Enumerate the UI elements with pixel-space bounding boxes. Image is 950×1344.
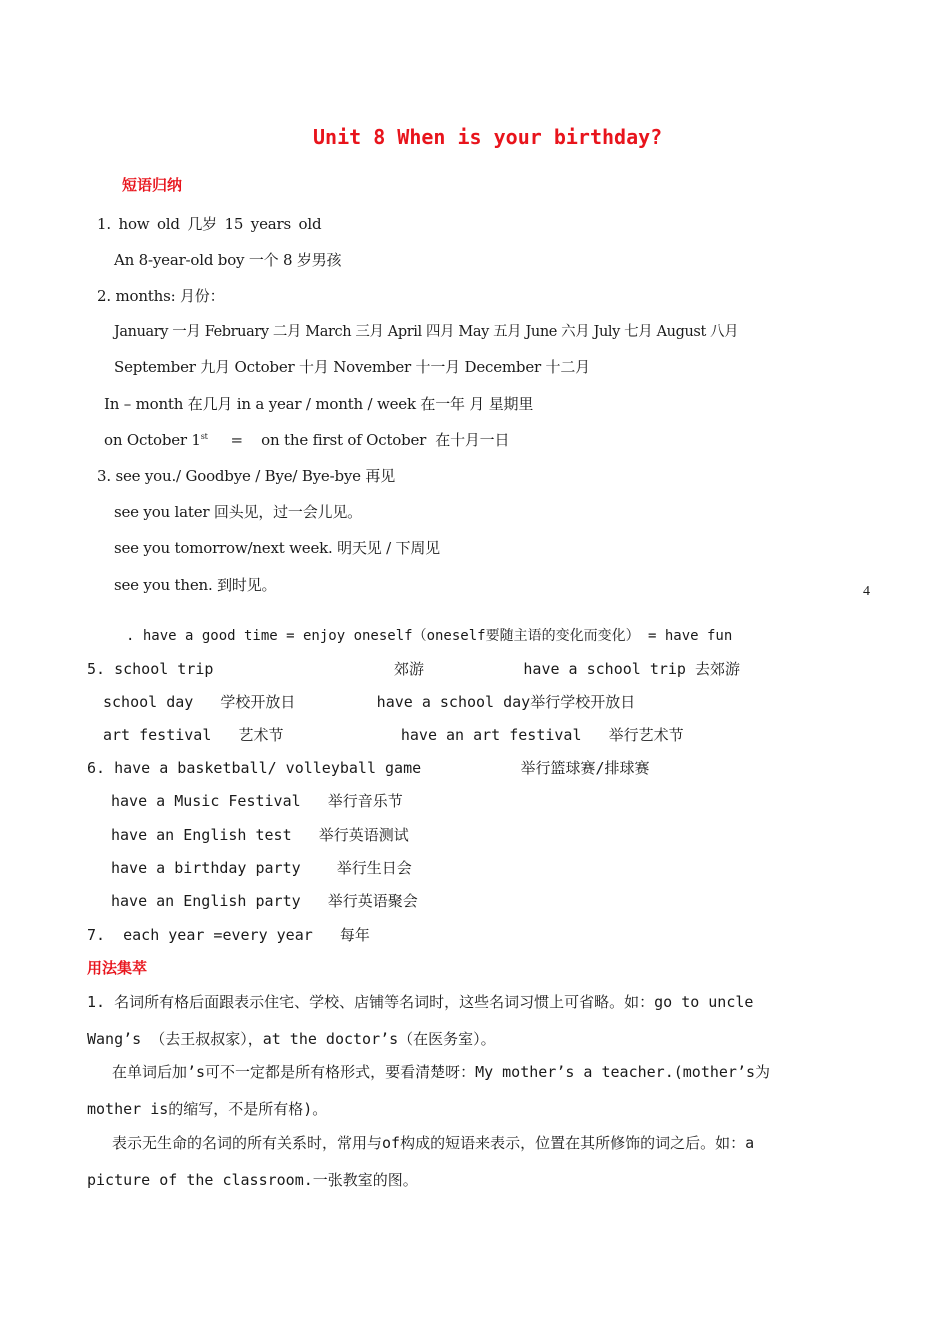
page-title: Unit 8 When is your birthday?: [313, 125, 663, 149]
section-heading-usage: 用法集萃: [87, 959, 148, 977]
line-school-trip: 5. school trip 郊游 have a school trip 去郊游: [87, 660, 740, 678]
line-basketball-game: 6. have a basketball/ volleyball game 举行篮球赛/排球赛: [87, 759, 650, 777]
line-birthday-party: have a birthday party 举行生日会: [111, 859, 412, 877]
line-8-year-old: An 8-year-old boy 一个 8 岁男孩: [114, 251, 342, 269]
line-english-test: have an English test 举行英语测试: [111, 826, 409, 844]
line-music-festival: have a Music Festival 举行音乐节: [111, 792, 403, 810]
line-see-you-then: see you then. 到时见。: [114, 576, 277, 594]
line-each-year: 7. each year =every year 每年: [87, 926, 370, 944]
item-number-marker: 4: [863, 584, 870, 599]
section-heading-phrases: 短语归纳: [122, 176, 183, 194]
line-have-good-time: . have a good time = enjoy oneself（oneself要随主语的变化而变化） = have fun: [126, 628, 733, 644]
para-possessive-1: 1. 名词所有格后面跟表示住宅、学校、店铺等名词时，这些名词习惯上可省略。如：go to uncle: [87, 993, 754, 1011]
line-see-you-tomorrow: see you tomorrow/next week. 明天见 / 下周见: [114, 539, 440, 557]
para-possessive-2: Wang’s （去王叔叔家），at the doctor’s（在医务室）。: [87, 1030, 496, 1048]
line-see-you: 3. see you./ Goodbye / Bye/ Bye-bye 再见: [97, 467, 396, 485]
line-art-festival: art festival 艺术节 have an art festival 举行艺术节: [103, 726, 684, 744]
line-months-heading: 2. months: 月份：: [97, 287, 225, 305]
line-in-month: In – month 在几月 in a year / month / week 在一年 月 星期里: [104, 395, 534, 413]
para-of-phrase-2: picture of the classroom.一张教室的图。: [87, 1171, 418, 1189]
line-months-1: January 一月 February 二月 March 三月 April 四月 May 五月 June 六月 July 七月 August 八月: [114, 324, 739, 340]
line-months-2: September 九月 October 十月 November 十一月 December 十二月: [114, 358, 590, 376]
line-how-old: 1. how old 几岁 15 years old: [97, 215, 322, 233]
para-apostrophe-1: 在单词后加’s可不一定都是所有格形式，要看清楚呀：My mother’s a teacher.(mother’s为: [112, 1063, 771, 1081]
line-on-october: on October 1st = on the first of October 在十月一日: [104, 431, 510, 449]
para-apostrophe-2: mother is的缩写，不是所有格)。: [87, 1100, 328, 1118]
line-english-party: have an English party 举行英语聚会: [111, 892, 418, 910]
para-of-phrase-1: 表示无生命的名词的所有关系时，常用与of构成的短语来表示，位置在其所修饰的词之后。如：a: [112, 1134, 755, 1152]
line-see-you-later: see you later 回头见，过一会儿见。: [114, 503, 362, 521]
line-school-day: school day 学校开放日 have a school day举行学校开放日: [103, 693, 636, 711]
